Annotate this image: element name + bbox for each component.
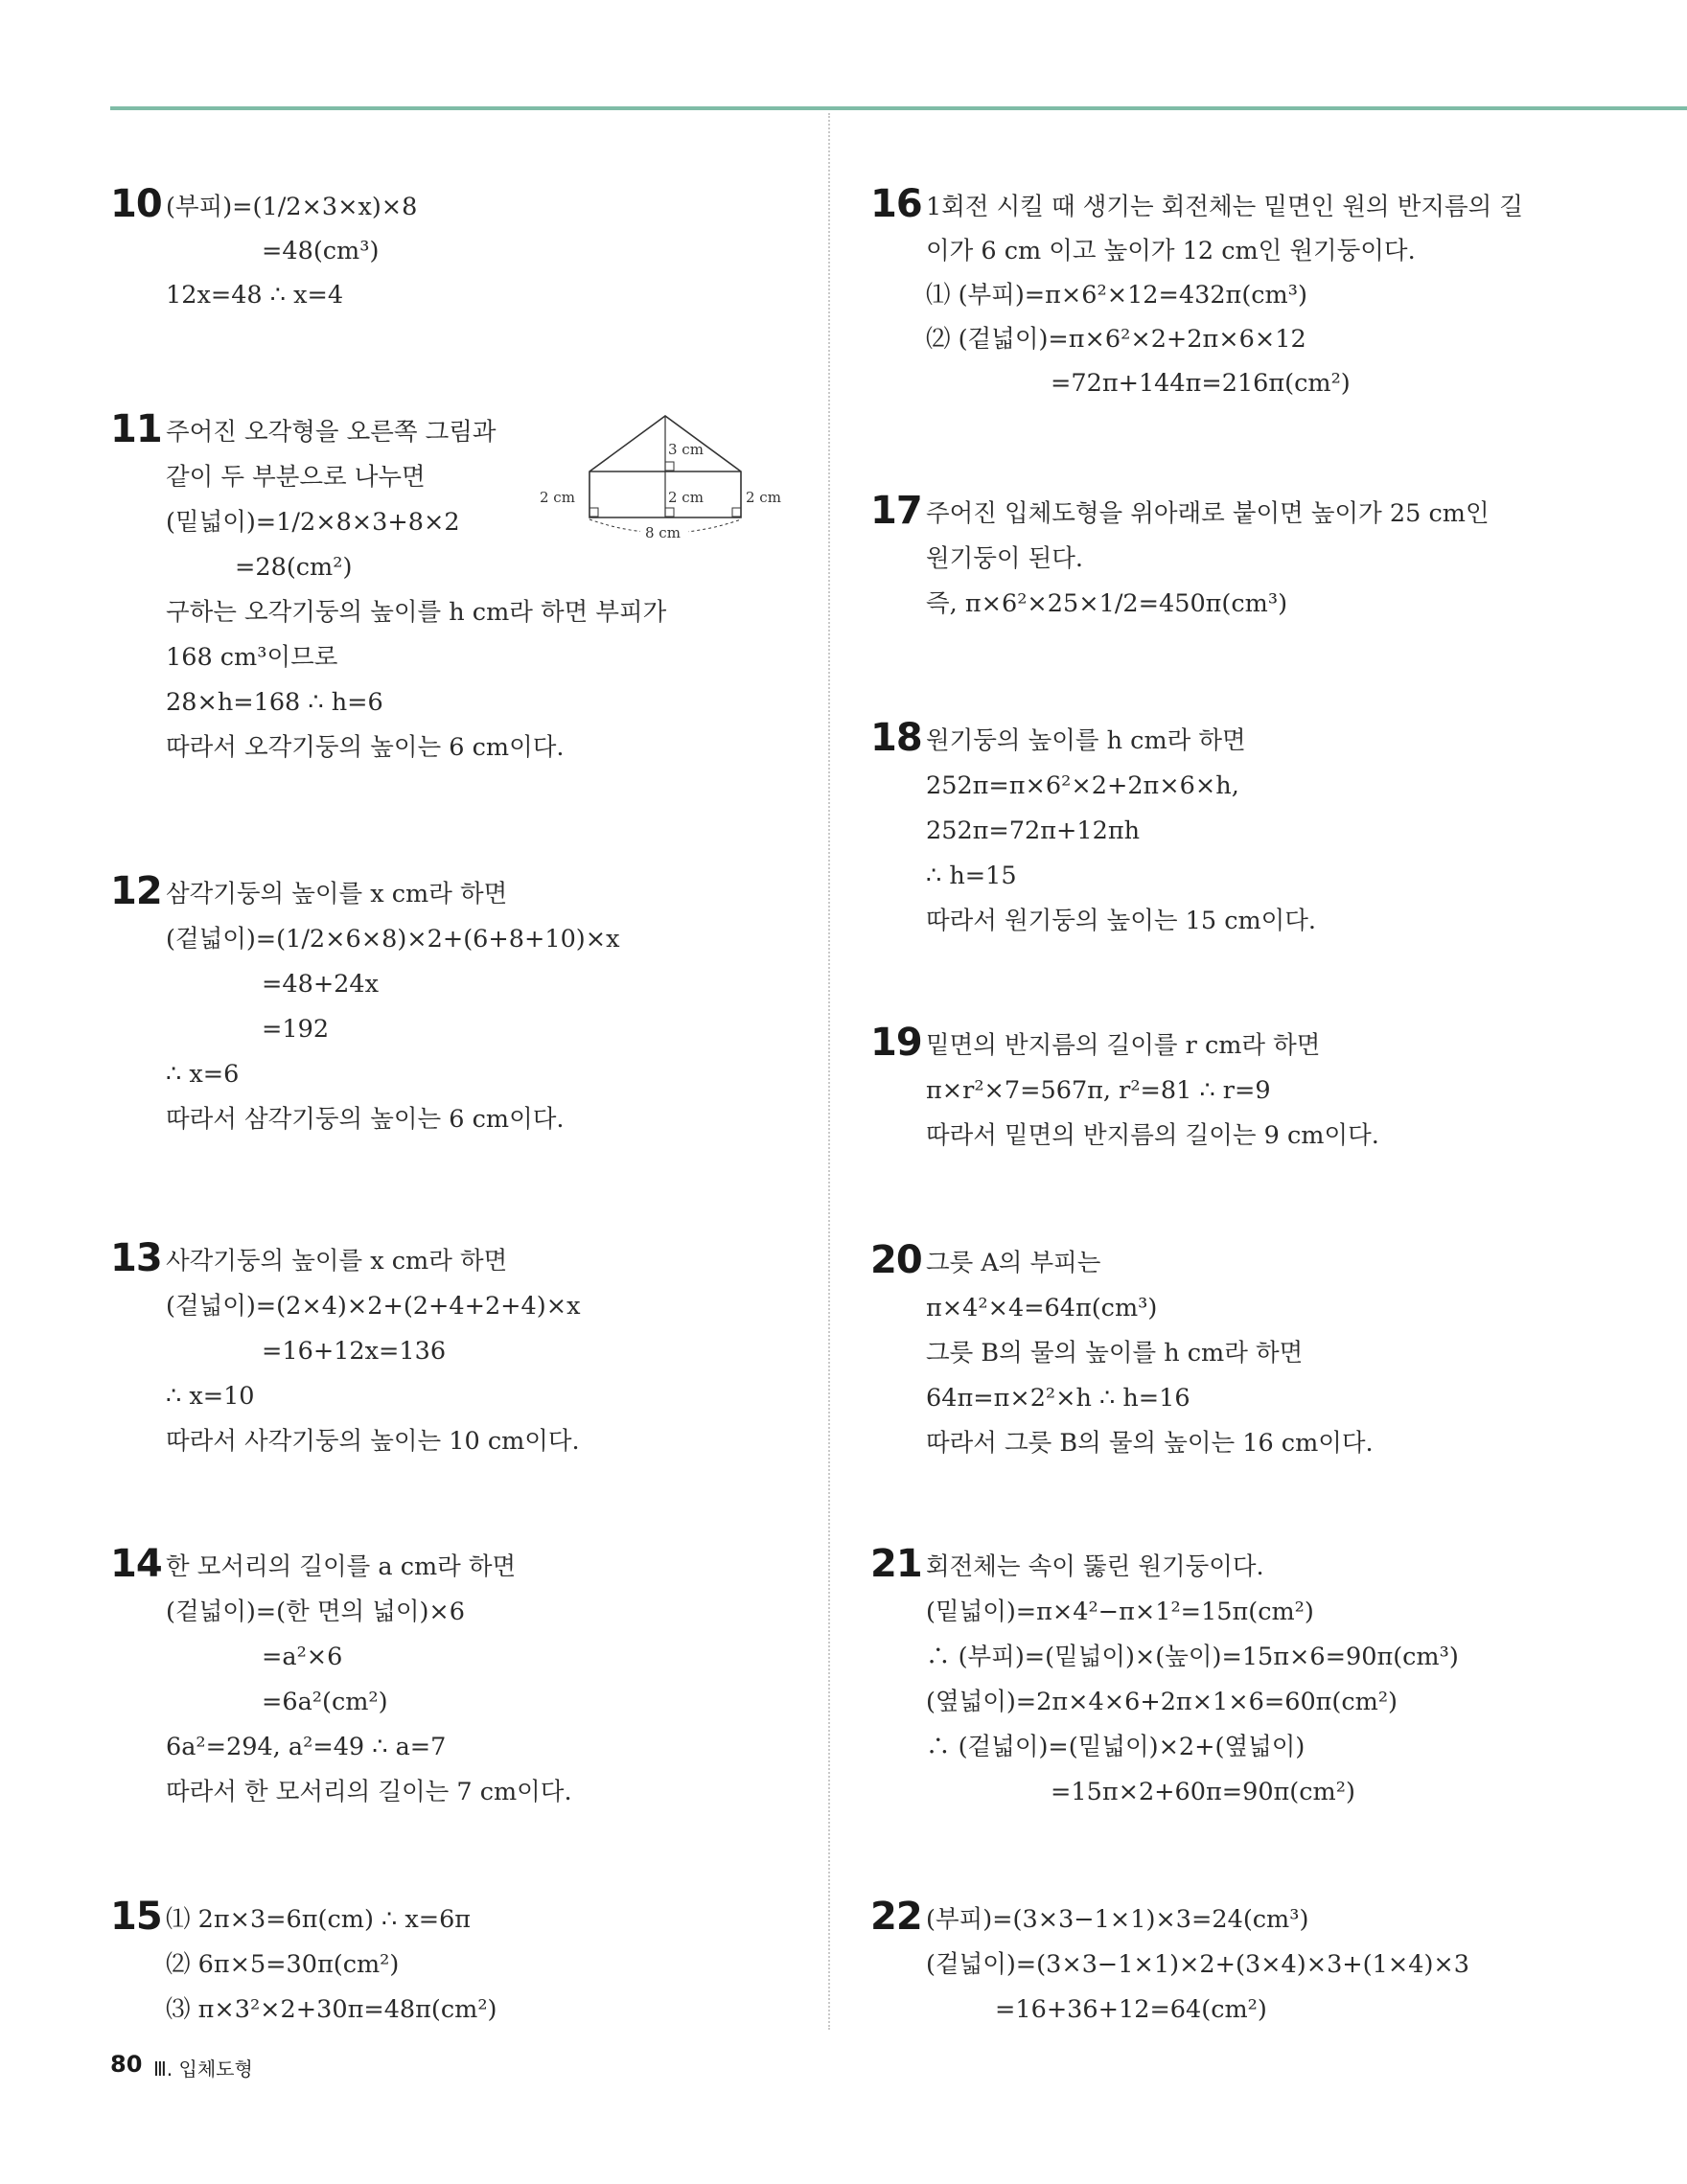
problem-number: 22: [870, 1895, 922, 1939]
figure-right-angle: [732, 508, 741, 517]
solution-line: ∴ h=15: [926, 862, 1017, 890]
solution-line: ⑶ π×3²×2+30π=48π(cm²): [166, 1995, 497, 2024]
solution-line: 따라서 사각기둥의 높이는 10 cm이다.: [166, 1427, 580, 1456]
solution-line: 이가 6 cm 이고 높이가 12 cm인 원기둥이다.: [926, 237, 1416, 265]
solution-line: 그릇 A의 부피는: [926, 1249, 1101, 1277]
solution-line: ⑵ 6π×5=30π(cm²): [166, 1950, 400, 1979]
solution-line: =28(cm²): [235, 553, 353, 582]
problem-number: 13: [110, 1236, 162, 1280]
top-rule: [110, 106, 1687, 110]
solution-line: 28×h=168 ∴ h=6: [166, 688, 383, 717]
solution-line: 밑면의 반지름의 길이를 r cm라 하면: [926, 1031, 1321, 1060]
solution-line: 12x=48 ∴ x=4: [166, 281, 344, 310]
solution-line: 주어진 입체도형을 위아래로 붙이면 높이가 25 cm인: [926, 499, 1490, 528]
solution-lines: [926, 1897, 1469, 2033]
solution-line: 따라서 원기둥의 높이는 15 cm이다.: [926, 907, 1317, 935]
solution-line: (겉넓이)=(1/2×6×8)×2+(6+8+10)×x: [166, 925, 620, 954]
solution-line: π×r²×7=567π, r²=81 ∴ r=9: [926, 1076, 1271, 1105]
problem-number: 14: [110, 1542, 162, 1586]
solution-lines: [926, 185, 1523, 405]
solution-line: =a²×6: [262, 1643, 343, 1671]
solution-line: =48+24x: [262, 970, 380, 999]
solution-line: =16+12x=136: [262, 1337, 447, 1366]
solution-line: ∴ (겉넓이)=(밑넓이)×2+(옆넓이): [926, 1733, 1306, 1761]
solution-line: =15π×2+60π=90π(cm²): [1051, 1778, 1355, 1806]
solution-line: (부피)=(1/2×3×x)×8: [166, 193, 418, 221]
solution-line: =192: [262, 1015, 330, 1044]
problem-number: 21: [870, 1542, 922, 1586]
figure-label: 2 cm: [668, 489, 704, 506]
solution-line: =6a²(cm²): [262, 1688, 388, 1716]
solution-line: (겉넓이)=(3×3−1×1)×2+(3×4)×3+(1×4)×3: [926, 1950, 1469, 1979]
solution-line: 주어진 오각형을 오른쪽 그림과: [166, 418, 497, 447]
column-divider: [828, 113, 830, 2030]
solution-line: 원기둥의 높이를 h cm라 하면: [926, 726, 1246, 755]
problem-number: 11: [110, 407, 162, 451]
solution-line: 1회전 시킬 때 생기는 회전체는 밑면인 원의 반지름의 길: [926, 193, 1523, 221]
problem-number: 15: [110, 1895, 162, 1939]
figure-label: 2 cm: [746, 489, 781, 506]
problem-number: 12: [110, 869, 162, 913]
problem-number: 20: [870, 1238, 922, 1282]
solution-line: 원기둥이 된다.: [926, 544, 1084, 573]
solution-lines: [926, 719, 1316, 944]
problem-number: 17: [870, 489, 922, 533]
solution-line: 따라서 밑면의 반지름의 길이는 9 cm이다.: [926, 1121, 1379, 1150]
problem-number: 18: [870, 716, 922, 760]
pentagon-figure: [537, 412, 796, 546]
solution-line: =72π+144π=216π(cm²): [1051, 369, 1351, 398]
solution-lines: [166, 185, 417, 317]
solution-line: 같이 두 부분으로 나누면: [166, 463, 426, 492]
figure-right-angle: [665, 462, 674, 471]
solution-line: (밑넓이)=π×4²−π×1²=15π(cm²): [926, 1598, 1314, 1626]
figure-label: 2 cm: [540, 489, 575, 506]
solution-line: (부피)=(3×3−1×1)×3=24(cm³): [926, 1905, 1309, 1934]
solution-line: 그릇 B의 물의 높이를 h cm라 하면: [926, 1339, 1304, 1368]
solution-line: 사각기둥의 높이를 x cm라 하면: [166, 1247, 508, 1276]
solution-lines: [166, 872, 620, 1142]
solution-line: 따라서 그릇 B의 물의 높이는 16 cm이다.: [926, 1429, 1374, 1458]
figure-label: 3 cm: [668, 441, 704, 458]
figure-right-angle: [665, 508, 674, 517]
solution-line: 252π=72π+12πh: [926, 816, 1141, 845]
page-number: 80: [110, 2051, 143, 2078]
solution-line: 따라서 오각기둥의 높이는 6 cm이다.: [166, 733, 565, 762]
solution-line: (옆넓이)=2π×4×6+2π×1×6=60π(cm²): [926, 1688, 1398, 1716]
solution-line: 삼각기둥의 높이를 x cm라 하면: [166, 880, 508, 908]
problem-number: 19: [870, 1021, 922, 1065]
solution-line: ∴ x=10: [166, 1382, 255, 1411]
solution-lines: [926, 1545, 1459, 1815]
solution-line: (겉넓이)=(한 면의 넓이)×6: [166, 1598, 466, 1626]
solution-line: 회전체는 속이 뚫린 원기둥이다.: [926, 1552, 1264, 1581]
section-title: Ⅲ. 입체도형: [153, 2058, 253, 2081]
solution-line: π×4²×4=64π(cm³): [926, 1294, 1158, 1322]
solution-line: 한 모서리의 길이를 a cm라 하면: [166, 1552, 517, 1581]
problem-number: 10: [110, 182, 162, 226]
solution-line: (겉넓이)=(2×4)×2+(2+4+2+4)×x: [166, 1292, 581, 1321]
solution-line: (밑넓이)=1/2×8×3+8×2: [166, 508, 460, 537]
solution-line: ⑴ (부피)=π×6²×12=432π(cm³): [926, 281, 1307, 310]
solution-line: =16+36+12=64(cm²): [995, 1995, 1267, 2024]
solution-lines: [926, 1023, 1379, 1159]
solution-line: 252π=π×6²×2+2π×6×h,: [926, 771, 1239, 800]
solution-lines: [926, 492, 1490, 627]
solution-line: 따라서 삼각기둥의 높이는 6 cm이다.: [166, 1105, 565, 1134]
solution-line: ⑴ 2π×3=6π(cm) ∴ x=6π: [166, 1905, 472, 1934]
solution-lines: [926, 1241, 1374, 1466]
figure-right-angle: [589, 508, 598, 517]
solution-line: 즉, π×6²×25×1/2=450π(cm³): [926, 589, 1288, 618]
solution-lines: [166, 1239, 580, 1464]
solution-lines: [166, 1897, 497, 2033]
solution-line: 구하는 오각기둥의 높이를 h cm라 하면 부피가: [166, 598, 667, 627]
solution-line: 따라서 한 모서리의 길이는 7 cm이다.: [166, 1778, 572, 1806]
figure-label: 8 cm: [645, 524, 681, 541]
solution-line: ∴ x=6: [166, 1060, 240, 1089]
solution-line: 6a²=294, a²=49 ∴ a=7: [166, 1733, 447, 1761]
problem-number: 16: [870, 182, 922, 226]
solution-line: ⑵ (겉넓이)=π×6²×2+2π×6×12: [926, 325, 1306, 354]
solution-line: 168 cm³이므로: [166, 643, 338, 672]
solution-line: 64π=π×2²×h ∴ h=16: [926, 1384, 1190, 1413]
solution-line: =48(cm³): [262, 237, 380, 265]
solution-line: ∴ (부피)=(밑넓이)×(높이)=15π×6=90π(cm³): [926, 1643, 1459, 1671]
solution-lines: [166, 1545, 572, 1815]
